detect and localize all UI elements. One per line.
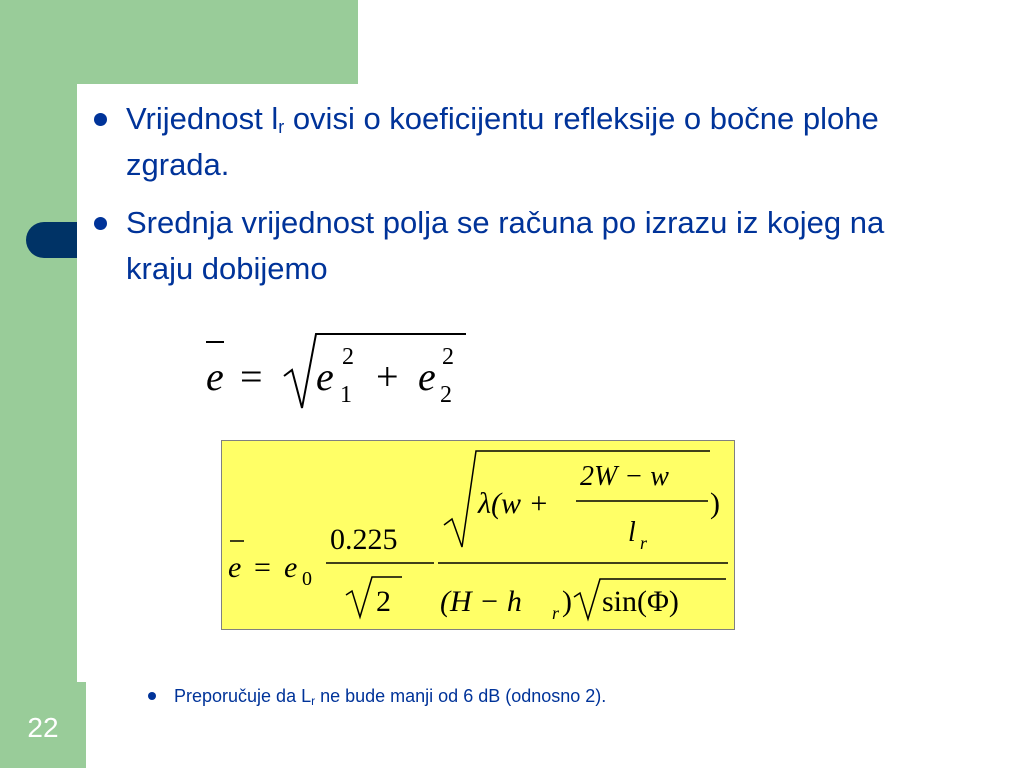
footnote-text-end: ne bude manji od 6 dB (odnosno 2). (315, 686, 607, 706)
footnote-bullet (174, 683, 606, 709)
formula-2-lhs: e (228, 551, 242, 584)
coef-denominator: 2 (376, 585, 391, 618)
formula-1-term1-sup: 2 (342, 344, 354, 370)
bullet-dot-icon (94, 217, 107, 230)
formula-1-term2-sup: 2 (442, 344, 454, 370)
formula-2-e0: e (284, 551, 298, 584)
formula-1-term2: e (418, 354, 436, 399)
sidebar-top-band (0, 0, 358, 84)
footnote-text-start: Preporučuje da L (174, 686, 312, 706)
field-formula (222, 441, 734, 629)
denominator-left: (H − h (440, 585, 522, 618)
sqrt-sign-icon (284, 334, 466, 408)
formula-2-e0-sub: 0 (302, 568, 312, 590)
formula-1-term1: e (316, 354, 334, 399)
bullet-1-text-start: Vrijednost l (126, 101, 279, 136)
close-paren: ) (710, 487, 720, 520)
formula-1-term1-sub: 1 (340, 382, 352, 408)
bullet-dot-icon (148, 692, 156, 700)
slide-number: 22 (27, 712, 59, 743)
sqrt-sign-icon (346, 577, 402, 617)
mean-field-formula (198, 322, 498, 422)
bullet-dot-icon (94, 113, 107, 126)
bullet-1-text-end: ovisi o koeficijentu refleksije o bočne plohe zgrada. (126, 101, 879, 182)
inner-denominator: l (628, 517, 636, 548)
formula-box (221, 440, 735, 630)
formula-1-plus: + (376, 354, 399, 399)
bullet-item-2 (126, 200, 956, 292)
coef-numerator: 0.225 (330, 523, 398, 556)
inner-denominator-sub: r (640, 533, 648, 553)
inner-numerator: 2W − w (580, 461, 669, 492)
denominator-sqrt: sin(Φ) (602, 585, 679, 618)
sidebar-left-band (0, 84, 77, 682)
denominator-left-close: ) (562, 585, 572, 618)
formula-2-equals: = (254, 551, 271, 584)
formula-1-lhs: e (206, 354, 224, 399)
lambda-term: λ(w + (478, 487, 549, 520)
denominator-left-sub: r (552, 603, 560, 623)
bullet-item-1 (126, 96, 926, 188)
formula-1-term2-sub: 2 (440, 382, 452, 408)
formula-1-equals: = (240, 354, 263, 399)
bullet-2-text: Srednja vrijednost polja se računa po izrazu iz kojeg na kraju dobijemo (126, 205, 885, 286)
bullet-1-subscript: r (278, 117, 285, 137)
footnote-subscript: r (311, 694, 316, 708)
accent-pill (26, 222, 77, 258)
